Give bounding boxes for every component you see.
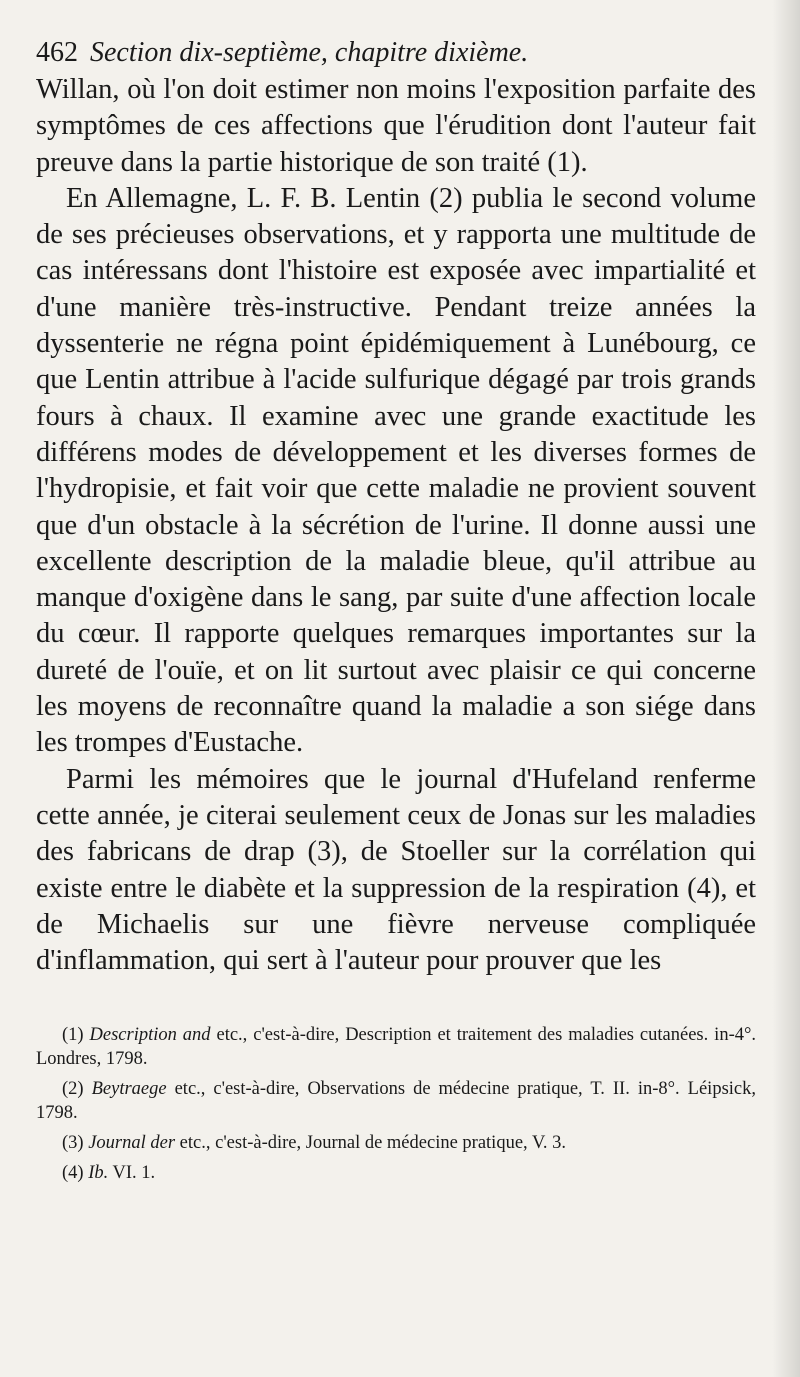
footnotes — [36, 1023, 756, 1185]
footnote-number: (1) — [62, 1025, 84, 1046]
footnote — [36, 1077, 756, 1125]
running-head-title: Section dix-septième, chapitre dixième. — [90, 37, 529, 68]
footnote-number: (3) — [62, 1133, 84, 1154]
footnote-title: Ib. — [88, 1163, 109, 1184]
paragraph: En Allemagne, L. F. B. Lentin (2) publia le second volume de ses précieuses observations, et y rapporta une multitude de cas intéressans dont l'histoire est exposée avec impartialité et d'une manière très-instructive. Pendant treize années la dyssenterie ne régna point épidémiquement à Lunébourg, ce que Lentin attribue à l'acide sulfurique dégagé par trois grands fours à chaux. Il examine avec une grande exactitude les différens modes de développement et les diverses formes de l'hydropisie, et fait voir que cette maladie ne provient souvent que d'un obstacle à la sécrétion de l'urine. Il donne aussi une excellente description de la maladie bleue, qu'il attribue au manque d'oxigène dans le sang, par suite d'une affection locale du cœur. Il rapporte quelques remarques importantes sur la dureté de l'ouïe, et on lit surtout avec plaisir ce qui concerne les moyens de reconnaître quand la maladie a son siége dans les trompes d'Eustache. — [36, 182, 756, 759]
paragraph: Parmi les mémoires que le journal d'Hufeland renferme cette année, je citerai seulement ceux de Jonas sur les maladies des fabricans de drap (3), de Stoeller sur la corrélation qui existe entre le diabète et la suppression de la respiration (4), et de Michaelis sur une fièvre nerveuse compliquée d'inflammation, qui sert à l'auteur pour prouver que les — [36, 763, 756, 977]
paragraph: Willan, où l'on doit estimer non moins l'exposition parfaite des symptômes de ces affections que l'érudition dont l'auteur fait preuve dans la partie historique de son traité (1). — [36, 74, 756, 178]
running-head — [36, 36, 756, 70]
book-page — [36, 36, 756, 1191]
footnote-text: etc., c'est-à-dire, Journal de médecine pratique, V. 3. — [175, 1133, 567, 1154]
footnote-title: Description and — [89, 1025, 211, 1046]
page-edge-shadow — [772, 0, 800, 1377]
footnote-title: Journal der — [88, 1133, 176, 1154]
footnote-number: (2) — [62, 1079, 84, 1100]
page-number: 462 — [36, 37, 78, 68]
footnote-number: (4) — [62, 1163, 84, 1184]
footnote-text: etc., c'est-à-dire, Observations de médecine pratique, T. II. in-8°. Léipsick, 1798. — [36, 1079, 757, 1124]
footnote — [36, 1161, 756, 1185]
footnote-text: VI. 1. — [108, 1163, 156, 1184]
footnote-text: etc., c'est-à-dire, Description et traitement des maladies cutanées. in-4°. Londres, 1798. — [36, 1025, 757, 1070]
footnote — [36, 1131, 756, 1155]
footnote-title: Beytraege — [91, 1079, 167, 1100]
body-text — [36, 72, 756, 979]
footnote — [36, 1023, 756, 1071]
